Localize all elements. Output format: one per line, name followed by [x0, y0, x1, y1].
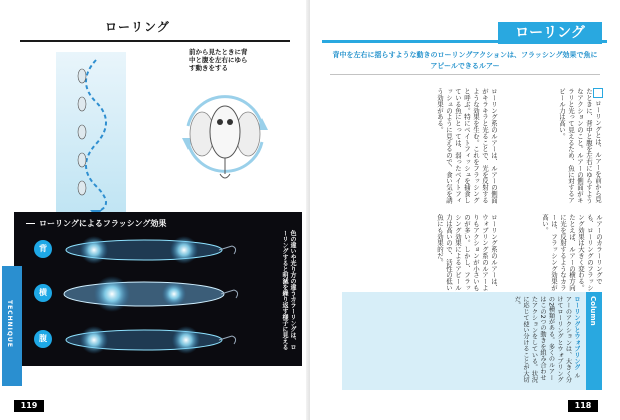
row-label-back: 背 — [34, 240, 52, 258]
body-text-2: ローリング系のルアーは、ルアーの側面がキラキラと光ることで、光を反射するような効果を生む。これをフラッシングと呼ぶ。特にベイトフィッシュを捕食している魚にとっては、弱ったベイトフィッシュのように見えるので、食い気を誘う効果がある。 — [436, 88, 498, 204]
lure-belly — [66, 326, 236, 354]
title-rule — [20, 40, 290, 42]
dropcap-marker — [593, 88, 603, 98]
swimming-lure-illustration — [56, 52, 126, 217]
column-box-heading: ローリングとウォブリング — [573, 296, 580, 371]
swim-path-graphic — [56, 52, 126, 217]
body-column-3 — [506, 214, 603, 294]
page-number-left: 119 — [14, 400, 44, 412]
body-text-4: ローリング系のルアーは、ウォブリング系のルアーよりもアクションが小さいものが多い。しかし、フラッシング効果によるアピール力は高いので、活性の低い魚にも効果的だ。 — [436, 214, 498, 291]
column-box-body — [348, 296, 580, 384]
flash-panel-caption: 色の違いや光り方の違うカラーリングは、ローリングすると明滅を繰り返す様子に見える — [281, 230, 296, 350]
flash-panel-title: ローリングによるフラッシング効果 — [26, 218, 166, 229]
section-side-tab-label: TECHNIQUE — [6, 300, 13, 348]
flashing-effect-panel — [14, 212, 302, 366]
row-label-side: 横 — [34, 284, 52, 302]
row-label-belly: 腹 — [34, 330, 52, 348]
lure-side — [64, 276, 238, 312]
column-box-text: ルアーのアクションは、大きく分けてローリングとウォブリングの2種類がある。多くのルアーはこの2つの動きを組み合わせたアクションをしている。状況に応じて使い分けることが大切だ。 — [513, 296, 580, 383]
body-column-4 — [322, 214, 498, 294]
rolling-front-view-diagram — [170, 78, 280, 188]
body-text-3: ルアーのカラーリングでも、ローリングのフラッシング効果は大きく変わる。たとえば、ルアーの横方向に光を反射するようなカラーは、フラッシング効果が高い。 — [541, 214, 603, 291]
right-page-header: ローリング — [498, 22, 602, 44]
page-number-right: 118 — [568, 400, 598, 412]
body-column-1 — [506, 88, 603, 206]
body-text-1: ローリングとは、ルアーを前から見たときに、背中と腹を左右にゆらすようなアクションのこと。ルアーの側面がキラリと光って見えるため、魚に対するアピール力は高い。 — [558, 88, 602, 204]
column-box-title: Column — [589, 296, 597, 326]
rolling-arrows-graphic — [170, 78, 280, 188]
flashing-lures-graphic — [14, 212, 254, 366]
rolling-caption: 前から見たときに背中と腹を左右にゆらす動きをする — [189, 48, 248, 72]
right-page-subtitle: 背中を左右に揺らすような動きのローリングアクションは、フラッシング効果で魚にアピールできるルアー — [332, 51, 598, 70]
left-page-title: ローリング — [105, 20, 170, 34]
lure-back — [66, 236, 236, 264]
subtitle-rule — [330, 74, 600, 75]
body-column-2 — [322, 88, 498, 206]
